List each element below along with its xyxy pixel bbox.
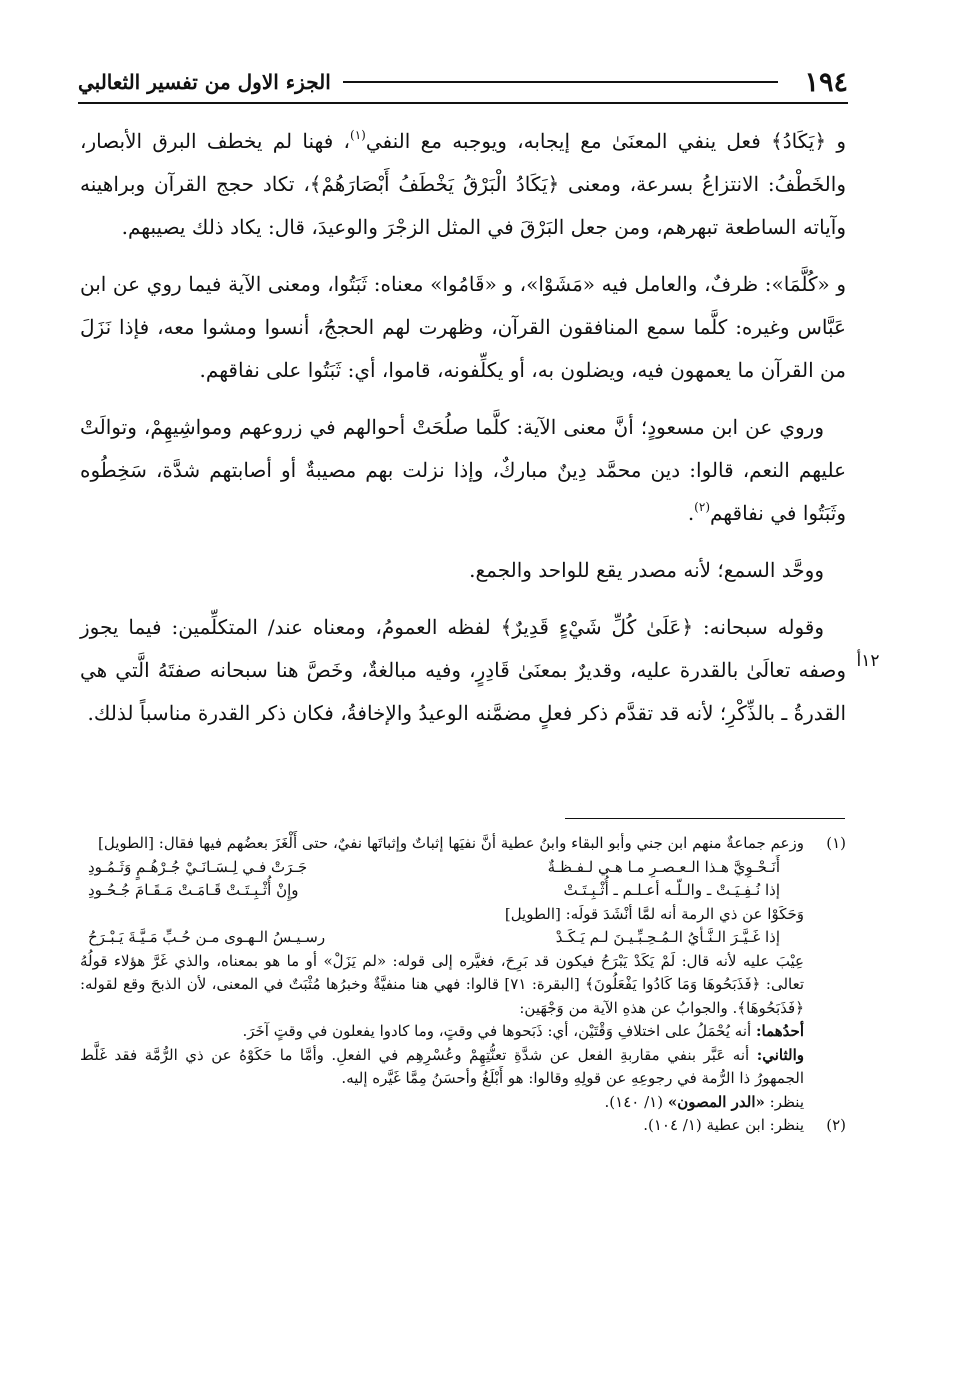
footnote-2-body: [80, 1114, 804, 1138]
paragraph-1-end: ، فهنا لم يخطف البرق الأبصار، والخَطْفُ: الانتزاعُ بسرعة، ومعنى ﴿يَكَادُ الْبَرْقُ يَخْطَفُ أَبْصَارَهُمْ﴾، تكاد حجج القرآن وبراهينه وآياته الساطعة تبهرهم، ومن جعل البَرْقَ في المثل الزجْرَ والوعيدَ، قال: يكاد ذلك يصيبهم.: [80, 129, 846, 239]
footnote-1-second-answer: [80, 1044, 804, 1091]
footnote-1: [80, 832, 846, 1114]
verse-line-3: [80, 926, 804, 950]
footnote-ref-2: (٢): [694, 500, 710, 514]
footnote-2-text: ينظر: ابن عطية (١/ ١٠٤).: [643, 1116, 804, 1134]
main-text: [80, 120, 846, 749]
footnote-1-body: [80, 832, 804, 1114]
paragraph-5: وقوله سبحانه: ﴿عَلَىٰ كُلِّ شَيْءٍ قَدِيرٌ﴾ لفظه العمومُ، ومعناه عند/ المتكلِّمين: فيما يجوز وصفه تعالَىٰ بالقدرة عليه، وقديرٌ بمعنَىٰ قَادِرٍ، وفيه مبالغةٌ، وخَصَّ هنا سبحانه صفتَهُ الَّتي هي القدرةُ ـ بالذِّكْرِ؛ لأنه قد تقدَّم ذكر فعلٍ مضمَّنه الوعيدُ والإخافةُ، فكان ذكر القدرة مناسباً لذلك.: [80, 615, 846, 725]
first-answer-label: أحدُهما:: [755, 1022, 804, 1040]
verse-line-1: [80, 856, 804, 880]
footnote-1-first-answer: [80, 1020, 804, 1044]
footnotes: [80, 832, 846, 1138]
footnote-1-intro: وزعم جماعةٌ منهم ابن جني وأبو البقاء وابنُ عطية أنَّ نفيَها إثباتٌ وإثباتَها نفيٌ، حتى أَلْغَزَ بعضُهم فيها فقال: [الطويل]: [97, 834, 804, 852]
footnote-1-reference: [80, 1091, 804, 1115]
reference-title: «الدر المصون»: [667, 1092, 765, 1111]
verse-3-first-hemistich: إذا غَـيَّـرَ الـنَّـأيُ الـمُـحِـبِّـيـنَ لـم يَـكَـدْ: [555, 928, 780, 946]
page-header: [78, 62, 848, 104]
verse-2-second-hemistich: وإِنْ أُثْـبِـتَـتْ قَـامَـتْ مَـقَـامَ جُـحُـودِ: [88, 881, 299, 899]
reference-prefix: ينظر:: [769, 1092, 804, 1111]
verse-3-second-hemistich: رسـيـسُ الـهـوى مـن حُـبِّ مَـيَّـةَ يَـبْـرَحُ: [88, 928, 326, 946]
margin-folio-note: ١٢أ: [856, 651, 880, 671]
footnote-1-number: (١): [826, 834, 846, 852]
paragraph-2: و «كُلَّمَا»: ظرفٌ، والعامل فيه «مَشَوْا»، و «قَامُوا» معناه: ثَبَتُوا، ومعنى الآية فيما روي عن ابن عَبَّاس وغيره: كلَّما سمع المنافقون القرآن، وظهرت لهم الحججُ، أنسوا ومشوا معه، فإذا نَزَلَ من القرآن ما يعمهون فيه، ويضلون به، أو يكلِّفونه، قاموا، أي: ثَبَتُوا على نفاقهم.: [80, 272, 846, 382]
verse-2-first-hemistich: إذا نُـفِـيَـتْ ـ والـلّـه أعـلـم ـ أُثْـبِـتَـتْ: [563, 881, 780, 899]
paragraph-1: [80, 120, 846, 249]
paragraph-4: ووحَّد السمع؛ لأنه مصدر يقع للواحد والجمع.: [469, 558, 824, 582]
paragraph-1-start: و ﴿يَكَادُ﴾ فعل ينفي المعنَىٰ مع إيجابه، ويوجبه مع النفي: [365, 129, 846, 153]
footnote-2: [80, 1114, 846, 1138]
verse-1-first-hemistich: أَنَـحْـوِيَّ هـذا الـعـصـرِ مـا هـي لـفـظـةٌ: [547, 857, 780, 876]
paragraph-3-end: .: [687, 501, 695, 525]
verse-1-second-hemistich: جَـرَتْ فـي لِـسَـانَـيْ جُـرْهُـمٍ وَثَـمُـودِ: [88, 857, 308, 876]
second-answer-label: والثاني:: [756, 1045, 804, 1064]
footnote-separator: [565, 818, 845, 819]
running-title: الجزء الاول من تفسير الثعالبي: [78, 70, 331, 94]
header-rule: [343, 81, 779, 83]
first-answer-text: أنه يُحْمَلُ على اختلافِ وَقْتَيْن، أي: ذَبَحوها في وقتٍ، وما كادوا يفعلون في وقتٍ آخَرَ.: [242, 1022, 752, 1040]
verse-line-2: [80, 879, 804, 903]
second-answer-text: أنه عَبَّر بنفي مقاربةِ الفعل عن شدَّةِ تعنُّتِهِمْ وعُسْرِهِم في الفعلِ. وأمَّا ما حَكَوْهُ عن ذي الرُّمَّة فقد غَلَّط الجمهورُ ذا الرُّمة في رجوعِهِ عن قولِهِ وقالوا: هو أَبْلَغُ وأحسَنُ مِمَّا غَيَّره إليه.: [80, 1045, 804, 1087]
footnote-1-dhu-rumma-intro: وَحَكَوْا عن ذي الرمة أنه لمَّا أنْشَدَ قولَه: [الطويل]: [504, 904, 804, 923]
footnote-ref-1: (١): [350, 128, 366, 142]
page-number: ١٩٤: [804, 66, 848, 98]
paragraph-3-start: وروي عن ابن مسعودٍ؛ أنَّ معنى الآية: كلَّما صلُحَتْ أحوالهم في زروعهم ومواشِيهِمْ، وتوالَتْ عليهم النعم، قالوا: دين محمَّد دِينٌ مباركٌ، وإذا نزلت بهم مصيبةٌ أو أصابتهم شدَّة، سَخِطُوه وثَبَتُوا في نفاقهم: [80, 415, 846, 525]
footnote-2-number: (٢): [826, 1116, 846, 1134]
reference-location: (١/ ١٤٠).: [604, 1092, 664, 1111]
footnote-1-discussion: عِيْبَ عليه لأنه قال: لَمْ يَكَدْ يَبْرَحُ فيكون قد بَرِحَ، فغيَّره إلى قوله: «لم يَزَلْ» أو ما هو بمعناه، والذي غَرَّ هؤلاء قولُهُ تعالى: ﴿فَذَبَحُوهَا وَمَا كَادُوا يَفْعَلُونَ﴾ [البقرة: ٧١] قالوا: فهي هنا منفيَّةٌ وخبرُها مُثْبَتٌ في المعنى، لأن الذبحَ وقع لقوله: ﴿فَذَبَحُوهَا﴾. والجوابُ عن هذهِ الآية من وَجْهَين:: [80, 951, 805, 1017]
paragraph-3: [80, 406, 846, 535]
